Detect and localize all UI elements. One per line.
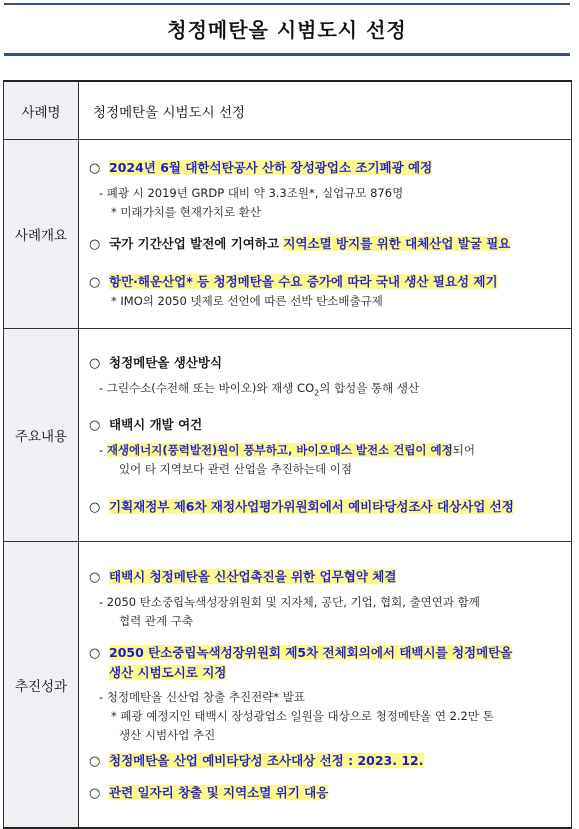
content-item-2-tail: 되어 [452,442,475,457]
title-bar [4,3,570,56]
bullet-icon: ○ [89,160,101,176]
results-cell [79,542,572,829]
content-item-1-sub-post: 의 합성을 통해 생산 [319,381,420,396]
table-row-main-content [4,329,572,542]
content-item-1-sub [89,379,571,402]
bullet-icon: ○ [89,499,101,515]
bullet-icon: ○ [89,417,101,433]
bullet-icon: ○ [89,236,101,252]
results-item-2-note: * 폐광 예정지인 태백시 장성광업소 일원을 대상으로 청정메탄올 연 2.2만 톤 [111,708,494,723]
content-item-1: 청정메탄올 생산방식 [109,355,223,371]
page-title: 청정메탄올 시범도시 선정 [167,18,407,42]
content-item-1-sub-pre: - 그린수소(수전해 또는 바이오)와 재생 CO [99,381,315,396]
bullet-icon: ○ [89,274,101,290]
label-results: 추진성과 [4,542,79,829]
bullet-icon: ○ [89,356,101,372]
label-overview: 사례개요 [4,140,79,329]
results-item-1-sub: - 2050 탄소중립녹색성장위원회 및 지자체, 공단, 기업, 협회, 출연연과 함께 [99,594,480,609]
overview-item-1: 2024년 6월 대한석탄공사 산하 장성광업소 조기폐광 예정 [109,159,433,175]
results-item-2-sub: - 청정메탄올 신산업 창출 추진전략* 발표 [99,689,305,704]
overview-item-1-note: * 미래가치를 현재가치로 환산 [111,204,262,219]
table-row-overview [4,140,572,329]
overview-item-2-highlight: 지역소멸 방지를 위한 대체산업 발굴 필요 [283,235,511,251]
bullet-icon: ○ [89,785,101,801]
table-row-results [4,542,572,829]
label-case-name: 사례명 [4,81,79,140]
results-item-3: 청정메탄올 산업 예비타당성 조사대상 선정 : 2023. 12. [109,752,424,768]
bullet-icon: ○ [89,753,101,769]
label-main-content: 주요내용 [4,329,79,542]
main-content-cell [79,329,572,542]
overview-cell [79,140,572,329]
case-table [3,80,572,829]
case-name-text: 청정메탄올 시범도시 선정 [93,104,246,121]
results-item-2-line1: 2050 탄소중립녹색성장위원회 제5차 전체회의에서 태백시를 청정메탄올 [109,644,513,660]
results-item-2-note-line2: 생산 시범사업 추진 [119,727,216,742]
overview-item-3: 항만·해운산업* 등 청정메탄올 수요 증가에 따라 국내 생산 필요성 제기 [109,273,498,289]
bullet-icon: ○ [89,569,101,585]
case-name-cell [79,81,572,140]
content-item-2-line2: 있어 타 지역보다 관련 산업을 추진하는데 이점 [119,461,353,476]
content-item-2-sub [89,441,571,460]
dash: - [99,442,104,457]
table-row-case-name [4,81,572,140]
results-item-1: 태백시 청정메탄올 신산업촉진을 위한 업무협약 체결 [109,568,397,584]
results-item-2-line2: 생산 시범도시로 지정 [109,664,227,680]
results-item-4: 관련 일자리 창출 및 지역소멸 위기 대응 [109,784,329,800]
content-item-3: 기획재정부 제6차 재정사업평가위원회에서 예비타당성조사 대상사업 선정 [109,498,514,514]
subscript-2: 2 [314,388,320,398]
overview-item-2-plain: 국가 기간산업 발전에 기여하고 [109,235,284,251]
bullet-icon: ○ [89,645,101,661]
overview-item-3-note: * IMO의 2050 넷제로 선언에 따른 선박 탄소배출규제 [111,293,383,308]
content-item-2-highlight: 재생에너지(풍력발전)원이 풍부하고, 바이오매스 발전소 건립이 예정 [106,442,453,457]
results-item-1-sub-line2: 협력 관계 구축 [119,613,193,628]
overview-item-1-sub: - 폐광 시 2019년 GRDP 대비 약 3.3조원*, 실업규모 876명 [99,185,404,200]
content-item-2: 태백시 개발 여건 [109,416,203,432]
